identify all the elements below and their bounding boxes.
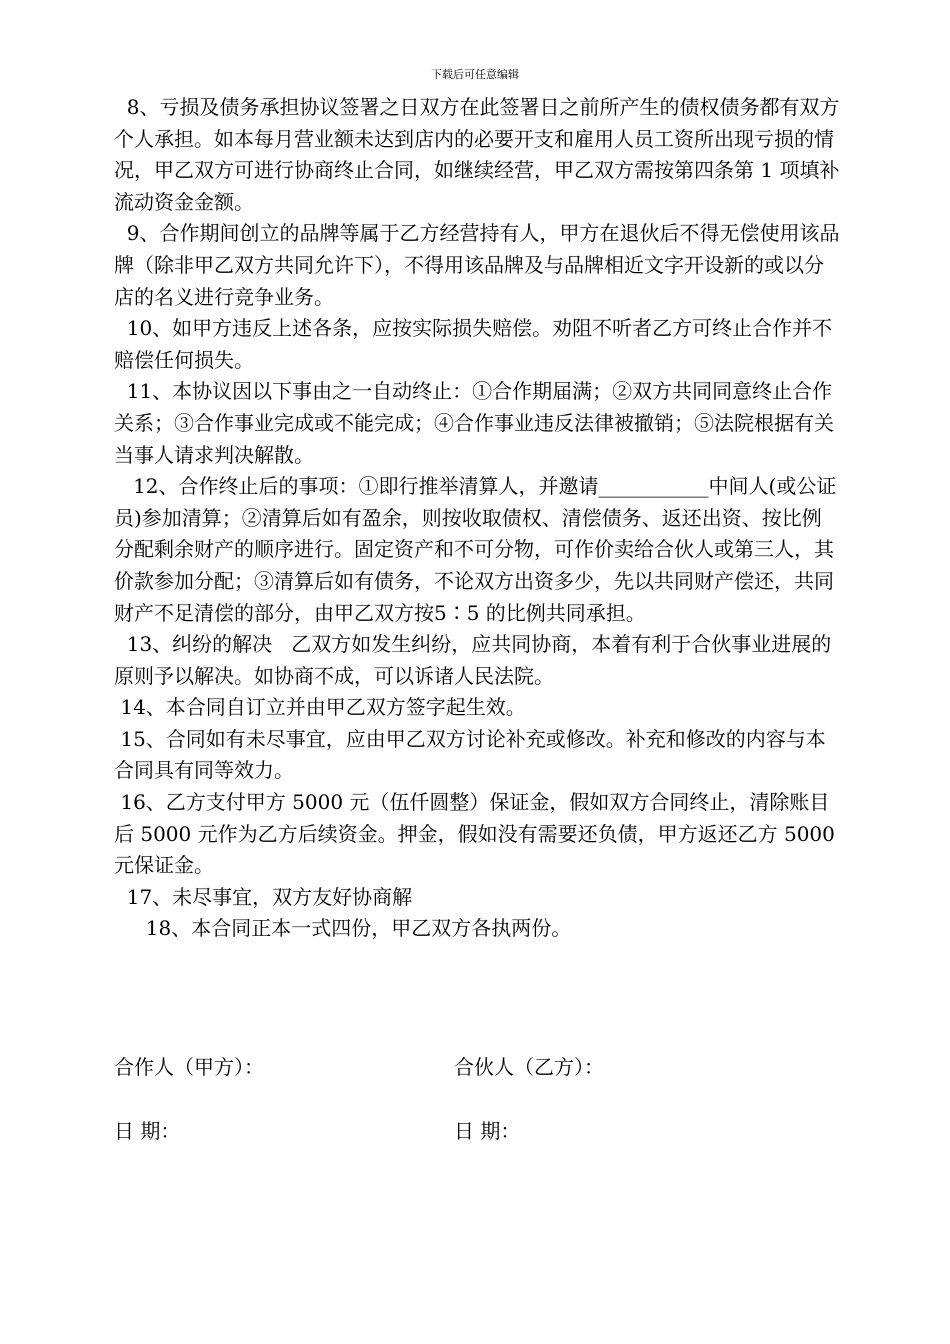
clause-11: 11、本协议因以下事由之一自动终止：①合作期届满；②双方共同同意终止合作关系；③合作事业完成或不能完成；④合作事业违反法律被撤销；⑤法院根据有关当事人请求判决解散。 [114, 379, 834, 467]
clause-13: 13、纠纷的解决 乙双方如发生纠纷，应共同协商，本着有利于合伙事业进展的原则予以解决。如协商不成，可以诉诸人民法院。 [114, 632, 832, 688]
clause-15: 15、合同如有未尽事宜，应由甲乙双方讨论补充或修改。补充和修改的内容与本合同具有同等效力。 [114, 726, 826, 783]
clause-17: 17、未尽事宜，双方友好协商解 [114, 884, 413, 909]
contract-body [114, 92, 840, 945]
clause-8: 8、亏损及债务承担协议签署之日双方在此签署日之前所产生的债权债务都有双方个人承担。如本每月营业额未达到店内的必要开支和雇用人员工资所出现亏损的情况，甲乙双方可进行协商终止合同，如继续经营，甲乙双方需按第四条第 1 项填补流动资金金额。 [114, 95, 840, 214]
party-a-label: 合作人（甲方）： [114, 1055, 264, 1079]
clause-10: 10、如甲方违反上述各条，应按实际损失赔偿。劝阻不听者乙方可终止合作并不赔偿任何损失。 [114, 316, 833, 372]
clause-12: 12、合作终止后的事项：①即行推举清算人，并邀请___________中间人(或公证员)参加清算；②清算后如有盈余，则按收取债权、清偿债务、返还出资、按比例分配剩余财产的顺序进行。固定资产和不可分物，可作价卖给合伙人或第三人，其价款参加分配；③清算后如有债务，不论双方出资多少，先以共同财产偿还，共同财产不足清偿的部分，由甲乙双方按5∶5 的比例共同承担。 [114, 474, 837, 625]
date-a-label: 日 期： [114, 1119, 181, 1143]
date-b-label: 日 期： [454, 1119, 521, 1143]
party-b-label: 合伙人（乙方）： [454, 1055, 604, 1079]
clause-16: 16、乙方支付甲方 5000 元（伍仟圆整）保证金，假如双方合同终止，清除账目后 5000 元作为乙方后续资金。押金，假如没有需要还负债，甲方返还乙方 5000 元保证金。 [114, 790, 842, 878]
clause-9: 9、合作期间创立的品牌等属于乙方经营持有人，甲方在退伙后不得无偿使用该品牌（除非甲乙双方共同允许下），不得用该品牌及与品牌相近文字开设新的或以分店的名义进行竞争业务。 [114, 221, 840, 309]
clause-14: 14、本合同自订立并由甲乙双方签字起生效。 [114, 695, 526, 720]
page-header: 下载后可任意编辑 [431, 68, 519, 81]
clause-18: 18、本合同正本一式四份，甲乙双方各执两份。 [114, 916, 572, 941]
